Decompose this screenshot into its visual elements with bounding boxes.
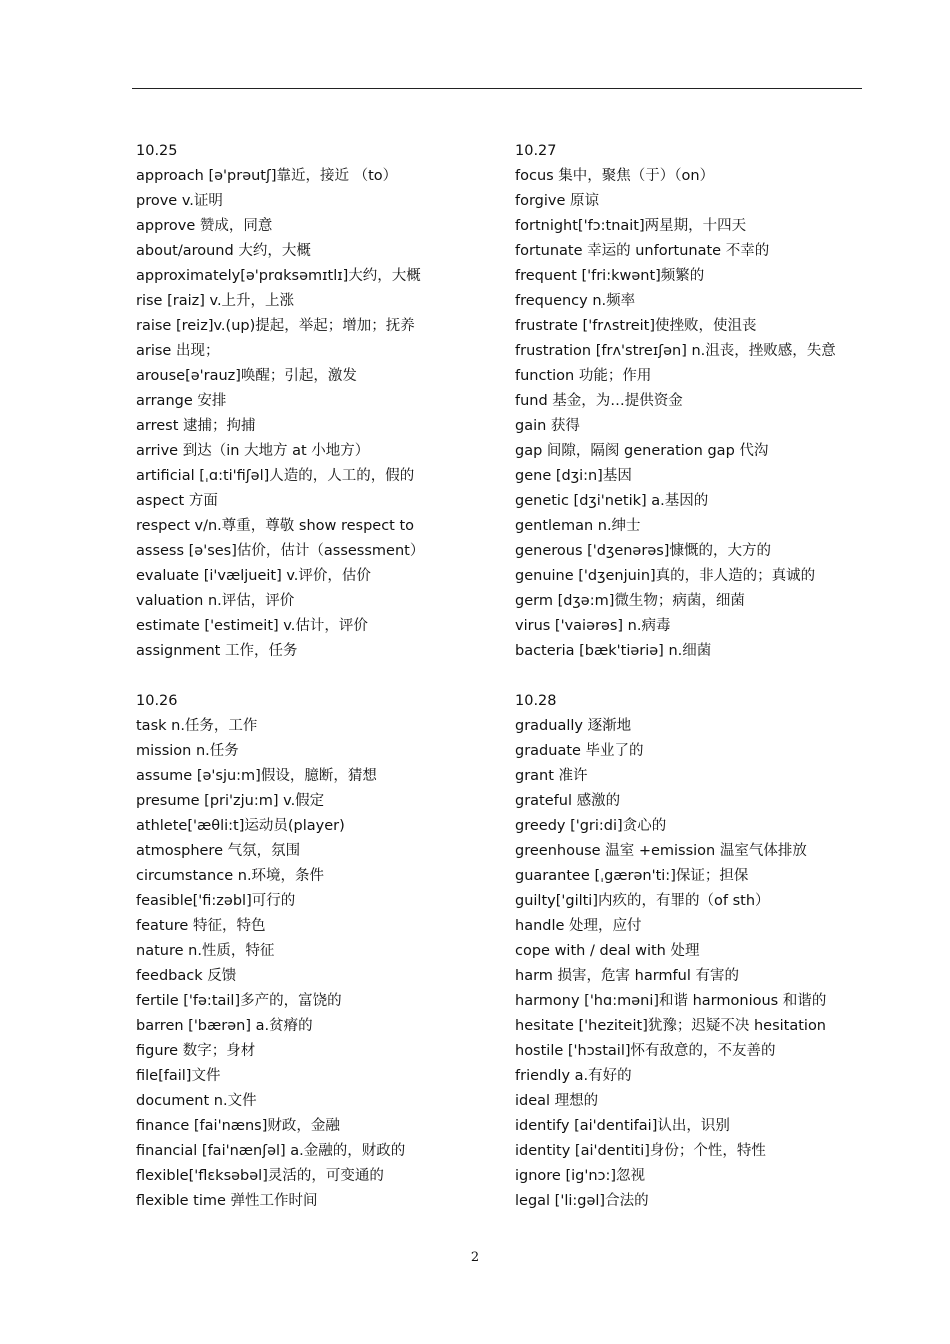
- vocab-entry: athlete['æθli:t]运动员(player): [136, 818, 345, 834]
- vocab-entry: arise 出现；: [136, 343, 220, 359]
- vocab-entry: frustration [frʌ'streɪʃən] n.沮丧，挫败感，失意: [515, 343, 836, 359]
- vocab-entry: figure 数字；身材: [136, 1043, 256, 1059]
- vocab-entry: fund 基金，为…提供资金: [515, 393, 683, 409]
- vocab-entry: grateful 感激的: [515, 793, 621, 809]
- vocab-entry: arrange 安排: [136, 393, 227, 409]
- vocab-entry: valuation n.评估，评价: [136, 593, 295, 609]
- vocab-entry: fortunate 幸运的 unfortunate 不幸的: [515, 243, 770, 259]
- vocab-entry: flexible time 弹性工作时间: [136, 1193, 318, 1209]
- vocab-entry: friendly a.有好的: [515, 1068, 632, 1084]
- vocab-entry: feasible['fi:zəbl]可行的: [136, 893, 296, 909]
- vocab-section: [515, 139, 875, 664]
- vocab-section: [515, 689, 875, 1214]
- vocab-entry: finance [fai'næns]财政，金融: [136, 1118, 340, 1134]
- vocab-entry: germ [dʒə:m]微生物；病菌，细菌: [515, 593, 745, 609]
- vocab-entry: artificial [ˌɑ:ti'fiʃəl]人造的，人工的，假的: [136, 468, 415, 484]
- vocab-entry: presume [pri'zju:m] v.假定: [136, 793, 325, 809]
- vocab-entry: feature 特征，特色: [136, 918, 266, 934]
- vocab-section: [136, 689, 496, 1214]
- vocab-entry: mission n.任务: [136, 743, 239, 759]
- vocab-entry: graduate 毕业了的: [515, 743, 644, 759]
- section-date: 10.28: [515, 693, 557, 709]
- vocab-entry: genuine ['dʒenjuin]真的，非人造的；真诚的: [515, 568, 816, 584]
- vocab-entry: forgive 原谅: [515, 193, 600, 209]
- vocab-entry: prove v.证明: [136, 193, 223, 209]
- vocab-entry: gradually 逐渐地: [515, 718, 632, 734]
- vocab-entry: fortnight['fɔ:tnait]两星期，十四天: [515, 218, 747, 234]
- vocab-entry: focus 集中，聚焦（于）（on）: [515, 168, 715, 184]
- vocab-entry: greedy ['gri:di]贪心的: [515, 818, 667, 834]
- vocab-entry: gap 间隙，隔阂 generation gap 代沟: [515, 443, 769, 459]
- vocab-entry: bacteria [bæk'tiəriə] n.细菌: [515, 643, 712, 659]
- vocab-entry: respect v/n.尊重，尊敬 show respect to: [136, 518, 415, 534]
- vocab-entry: task n.任务，工作: [136, 718, 258, 734]
- section-date: 10.27: [515, 143, 557, 159]
- vocab-entry: circumstance n.环境，条件: [136, 868, 325, 884]
- vocab-entry: frequent ['fri:kwənt]频繁的: [515, 268, 705, 284]
- vocab-entry: function 功能；作用: [515, 368, 652, 384]
- vocab-entry: barren ['bærən] a.贫瘠的: [136, 1018, 313, 1034]
- vocab-entry: aspect 方面: [136, 493, 218, 509]
- vocab-entry: cope with / deal with 处理: [515, 943, 700, 959]
- vocab-entry: gentleman n.绅士: [515, 518, 641, 534]
- section-date: 10.26: [136, 693, 178, 709]
- vocab-entry: grant 准许: [515, 768, 588, 784]
- vocab-entry: approve 赞成，同意: [136, 218, 273, 234]
- vocab-entry: flexible['flɛksəbəl]灵活的，可变通的: [136, 1168, 384, 1184]
- vocab-entry: nature n.性质，特征: [136, 943, 275, 959]
- vocab-entry: fertile ['fə:tail]多产的，富饶的: [136, 993, 342, 1009]
- vocab-entry: approach [ə'prəutʃ]靠近，接近 （to）: [136, 168, 398, 184]
- vocab-entry: evaluate [i'væljueit] v.评价，估价: [136, 568, 371, 584]
- vocab-entry: harmony ['hɑ:məni]和谐 harmonious 和谐的: [515, 993, 827, 1009]
- vocab-entry: assess [ə'ses]估价，估计（assessment）: [136, 543, 425, 559]
- vocab-entry: feedback 反馈: [136, 968, 237, 984]
- vocab-entry: hostile ['hɔstail]怀有敌意的，不友善的: [515, 1043, 776, 1059]
- vocab-entry: identify [ai'dentifai]认出，识别: [515, 1118, 730, 1134]
- vocab-entry: handle 处理，应付: [515, 918, 642, 934]
- vocab-entry: gene [dʒi:n]基因: [515, 468, 632, 484]
- page-number: 2: [470, 1250, 480, 1265]
- vocab-entry: assume [ə'sju:m]假设，臆断，猜想: [136, 768, 377, 784]
- vocab-entry: legal ['li:gəl]合法的: [515, 1193, 649, 1209]
- vocab-entry: atmosphere 气氛，氛围: [136, 843, 301, 859]
- vocab-entry: frequency n.频率: [515, 293, 636, 309]
- vocab-entry: ignore [ig'nɔ:]忽视: [515, 1168, 646, 1184]
- vocab-entry: approximately[ə'prɑksəmɪtlɪ]大约，大概: [136, 268, 421, 284]
- vocab-entry: frustrate ['frʌstreit]使挫败，使沮丧: [515, 318, 757, 334]
- vocab-entry: generous ['dʒenərəs]慷慨的，大方的: [515, 543, 771, 559]
- vocab-entry: hesitate ['heziteit]犹豫；迟疑不决 hesitation: [515, 1018, 826, 1034]
- vocab-section: [136, 139, 496, 664]
- vocab-entry: guilty['gilti]内疚的，有罪的（of sth）: [515, 893, 770, 909]
- vocab-entry: document n.文件: [136, 1093, 257, 1109]
- vocab-entry: guarantee [ˌgærən'ti:]保证；担保: [515, 868, 749, 884]
- vocab-entry: virus ['vaiərəs] n.病毒: [515, 618, 671, 634]
- vocab-entry: identity [ai'dentiti]身份；个性，特性: [515, 1143, 766, 1159]
- vocab-entry: arrive 到达（in 大地方 at 小地方）: [136, 443, 370, 459]
- section-date: 10.25: [136, 143, 178, 159]
- vocab-entry: arrest 逮捕；拘捕: [136, 418, 256, 434]
- header-rule: [132, 88, 862, 89]
- vocab-entry: financial [fai'nænʃəl] a.金融的，财政的: [136, 1143, 406, 1159]
- vocab-entry: file[fail]文件: [136, 1068, 221, 1084]
- vocab-entry: rise [raiz] v.上升，上涨: [136, 293, 295, 309]
- vocab-entry: harm 损害，危害 harmful 有害的: [515, 968, 739, 984]
- vocab-entry: arouse[ə'rauz]唤醒；引起，激发: [136, 368, 357, 384]
- vocab-entry: gain 获得: [515, 418, 580, 434]
- right-column: [515, 139, 875, 1214]
- vocab-entry: estimate ['estimeit] v.估计，评价: [136, 618, 368, 634]
- vocab-entry: genetic [dʒi'netik] a.基因的: [515, 493, 709, 509]
- vocab-entry: raise [reiz]v.(up)提起，举起；增加；抚养: [136, 318, 415, 334]
- vocab-entry: assignment 工作，任务: [136, 643, 298, 659]
- left-column: [136, 139, 496, 1214]
- vocab-entry: ideal 理想的: [515, 1093, 599, 1109]
- vocab-entry: about/around 大约，大概: [136, 243, 311, 259]
- vocab-entry: greenhouse 温室 +emission 温室气体排放: [515, 843, 807, 859]
